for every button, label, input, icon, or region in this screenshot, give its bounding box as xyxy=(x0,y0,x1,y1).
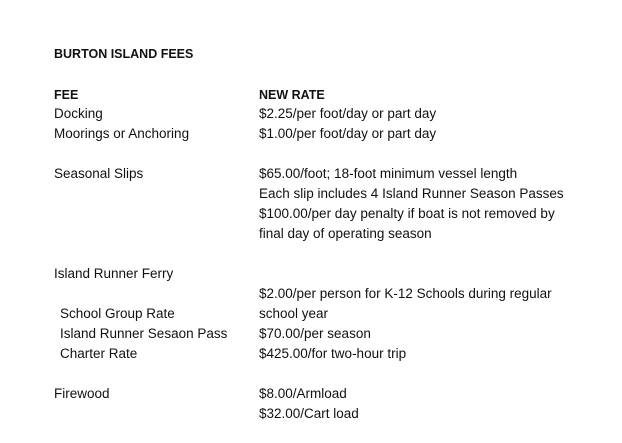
charter-fee-label: Charter Rate xyxy=(60,346,138,361)
document-title: BURTON ISLAND FEES xyxy=(54,47,194,61)
seasonal-slips-fee-label: Seasonal Slips xyxy=(54,166,144,181)
moorings-fee-label: Moorings or Anchoring xyxy=(54,126,190,141)
school-group-rate-line: $2.00/per person for K-12 Schools during regular xyxy=(259,286,552,301)
season-pass-fee-label: Island Runner Sesaon Pass xyxy=(60,326,228,341)
firewood-rate-line: $32.00/Cart load xyxy=(259,406,359,421)
season-pass-rate: $70.00/per season xyxy=(259,326,371,341)
school-group-fee-label: School Group Rate xyxy=(60,306,175,321)
rate-column-header: NEW RATE xyxy=(259,88,325,102)
ferry-fee-label: Island Runner Ferry xyxy=(54,266,174,281)
seasonal-slips-rate-line: $100.00/per day penalty if boat is not removed by xyxy=(259,206,555,221)
fee-column-header: FEE xyxy=(54,88,79,102)
docking-rate: $2.25/per foot/day or part day xyxy=(259,106,437,121)
seasonal-slips-rate-line: final day of operating season xyxy=(259,226,432,241)
charter-rate: $425.00/for two-hour trip xyxy=(259,346,407,361)
firewood-rate-line: $8.00/Armload xyxy=(259,386,347,401)
seasonal-slips-rate-line: Each slip includes 4 Island Runner Season Passes xyxy=(259,186,564,201)
docking-fee-label: Docking xyxy=(54,106,103,121)
firewood-fee-label: Firewood xyxy=(54,386,110,401)
school-group-rate-line: school year xyxy=(259,306,329,321)
moorings-rate: $1.00/per foot/day or part day xyxy=(259,126,437,141)
seasonal-slips-rate-line: $65.00/foot; 18-foot minimum vessel length xyxy=(259,166,518,181)
